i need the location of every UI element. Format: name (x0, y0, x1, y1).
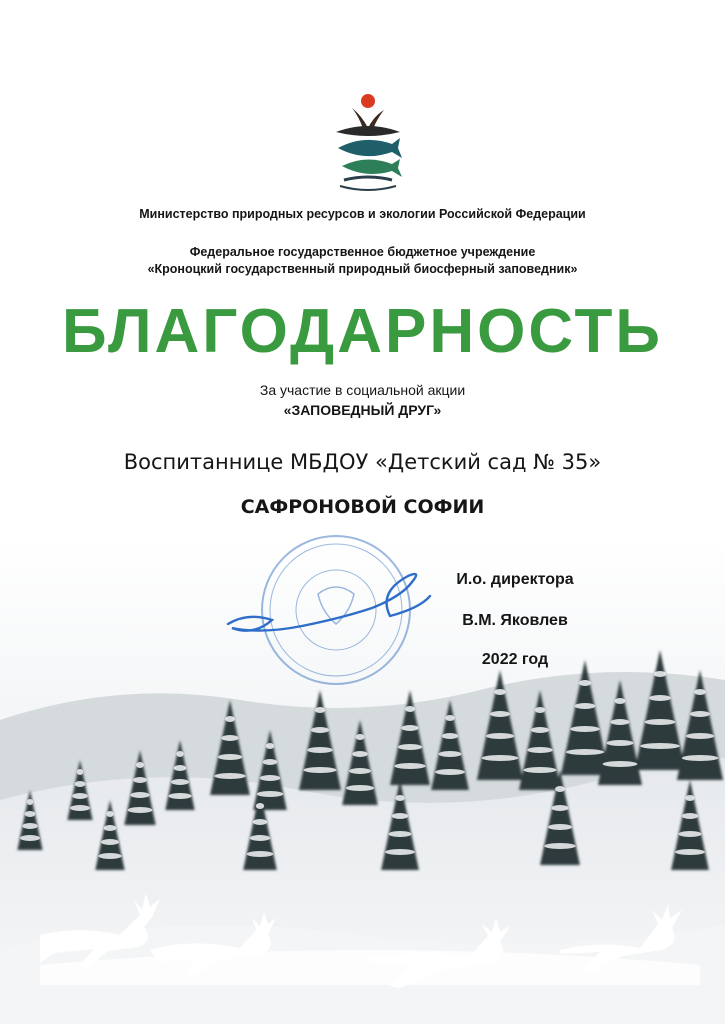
action-name: «ЗАПОВЕДНЫЙ ДРУГ» (283, 402, 442, 418)
institution-name: «Кроноцкий государственный природный биосферный заповедник» (147, 262, 578, 276)
signer-role: И.о. директора (456, 571, 574, 588)
recipient-institution: Воспитаннице МБДОУ «Детский сад № 35» (123, 450, 602, 474)
institution-type: Федеральное государственное бюджетное учреждение (189, 245, 536, 259)
signer-name: В.М. Яковлев (462, 612, 568, 629)
certificate-year: 2022 год (481, 651, 549, 668)
recipient-name: САФРОНОВОЙ СОФИИ (240, 496, 485, 518)
ministry-name: Министерство природных ресурсов и экологии Российской Федерации (139, 207, 586, 221)
reason-text: За участие в социальной акции (259, 382, 466, 398)
certificate-title: БЛАГОДАРНОСТЬ (62, 297, 663, 366)
